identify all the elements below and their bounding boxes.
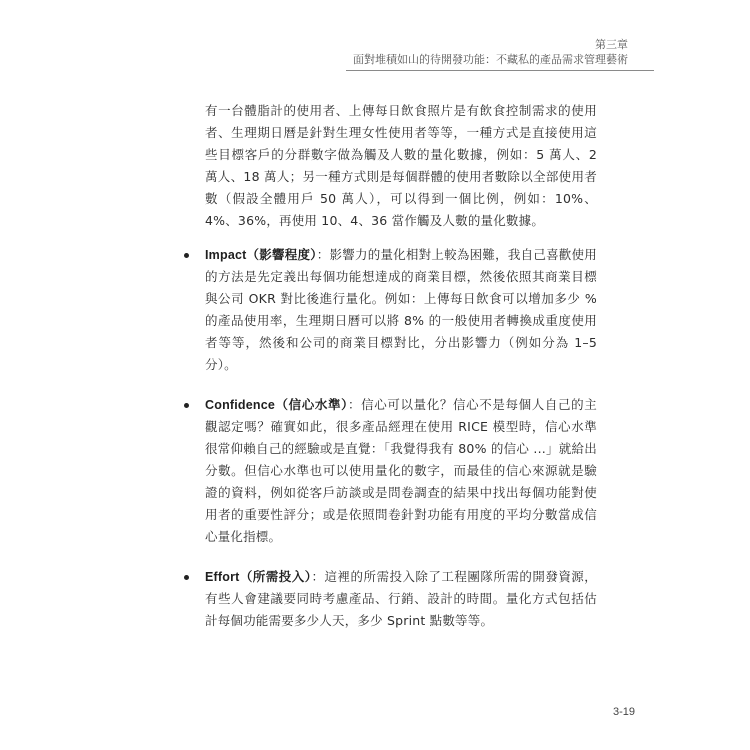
bullet-term: Confidence（信心水準） (205, 398, 348, 412)
page-number: 3-19 (612, 706, 635, 718)
bullet-text: ：影響力的量化相對上較為困難，我自己喜歡使用的方法是先定義出每個功能想達成的商業目標，然後依照其商業目標與公司 OKR 對比後進行量化。例如：上傳每日飲食可以增加多少 % 的產品使用率，生理期日曆可以將 8% 的一般使用者轉換成重度使用者等等，然後和公司的商業目標對比，分出影響力（例如分為 1–5 分）。 (205, 247, 597, 372)
bullet-icon (184, 575, 189, 580)
bullet-text: ：信心可以量化？信心不是每個人自己的主觀認定嗎？確實如此，很多產品經理在使用 RICE 模型時，信心水準很常仰賴自己的經驗或是直覺：「我覺得我有 80% 的信心 ...」就給出分數。但信心水準也可以使用量化的數字，而最佳的信心來源就是驗證的資料，例如從客戶訪談或是問卷調查的結果中找出每個功能對使用者的重要性評分；或是依照問卷針對功能有用度的平均分數當成信心量化指標。 (205, 397, 597, 544)
chapter-subtitle: 面對堆積如山的待開發功能：不藏私的產品需求管理藝術 (353, 53, 628, 66)
intro-paragraph: 有一台體脂計的使用者、上傳每日飲食照片是有飲食控制需求的使用者、生理期日曆是針對生理女性使用者等等，一種方式是直接使用這些目標客戶的分群數字做為觸及人數的量化數據，例如：5 萬人、2 萬人、18 萬人；另一種方式則是每個群體的使用者數除以全部使用者數（假設全體用戶 50 萬人），可以得到一個比例，例如：10%、4%、36%，再使用 10、4、36 當作觸及人數的量化數據。 (205, 103, 597, 228)
bullet-text: ：這裡的所需投入除了工程團隊所需的開發資源，有些人會建議要同時考慮產品、行銷、設計的時間。量化方式包括估計每個功能需要多少人天，多少 Sprint 點數等等。 (205, 569, 597, 628)
page-body (205, 100, 597, 650)
bullet-icon (184, 253, 189, 258)
list-item-effort (205, 566, 597, 632)
rice-factor-list (205, 244, 597, 632)
bullet-term: Effort（所需投入） (205, 570, 312, 584)
list-item-confidence (205, 394, 597, 548)
bullet-term: Impact（影響程度） (205, 248, 317, 262)
header-divider (346, 70, 654, 71)
bullet-icon (184, 403, 189, 408)
list-item-impact (205, 244, 597, 376)
chapter-label: 第三章 (595, 38, 628, 51)
running-header (353, 37, 628, 67)
